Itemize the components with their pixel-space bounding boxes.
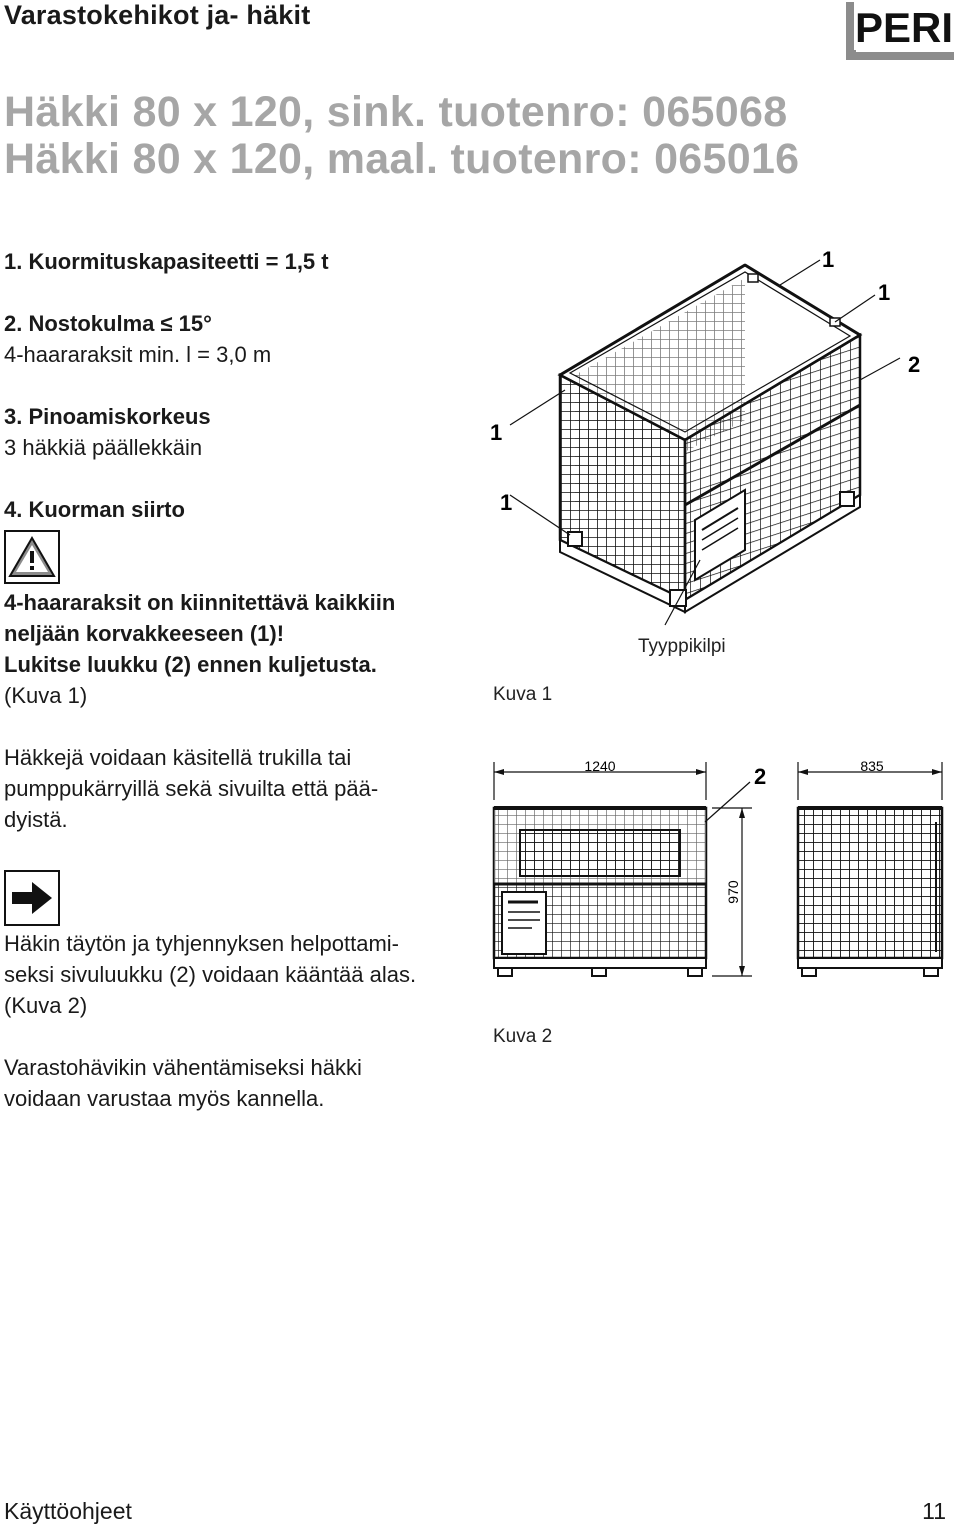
warning-icon [4,530,60,584]
title-line-2: Häkki 80 x 120, maal. tuotenro: 065016 [4,135,800,183]
warning-line-1: 4-haararaksit on kiinnitettävä kaikkiin [4,590,396,615]
footer-manual-label: Käyttöohjeet [4,1498,132,1524]
filling-line-3: (Kuva 2) [4,993,88,1018]
arrow-right-icon [4,870,60,926]
filling-line-1: Häkin täytön ja tyhjennyksen helpottami- [4,931,399,956]
type-plate-label: Tyyppikilpi [638,636,726,657]
storage-line-1: Varastohävikin vähentämiseksi häkki [4,1055,362,1080]
filling-line-2: seksi sivuluukku (2) voidaan kääntää alas. [4,962,417,987]
warning-line-3: Lukitse luukku (2) ennen kuljetusta. [4,652,377,677]
point-3-title: 3. Pinoamiskorkeus [4,404,211,429]
fig2-callout-2: 2 [754,764,767,789]
title-line-1: Häkki 80 x 120, sink. tuotenro: 065068 [4,88,788,136]
warning-line-4: (Kuva 1) [4,683,88,708]
point-2-text: 4-haararaksit min. l = 3,0 m [4,342,272,367]
figure-2-caption: Kuva 2 [493,1026,553,1047]
callout-1c: 1 [490,420,503,445]
handling-line-3: dyistä. [4,807,68,832]
section-title: Varastokehikot ja- häkit [4,0,311,30]
figure-1-cage-isometric [480,240,950,710]
callout-2: 2 [908,352,921,377]
brand-text: PERI [854,4,954,51]
point-4-title: 4. Kuorman siirto [4,497,185,522]
page-number: 11 [922,1498,946,1524]
dim-width: 835 [860,758,884,774]
figure-1-caption: Kuva 1 [493,684,553,705]
callout-1a: 1 [822,247,835,272]
handling-line-2: pumppukärryillä sekä sivuilta että pää- [4,776,379,801]
dim-height: 970 [725,880,741,904]
dim-length: 1240 [584,758,616,774]
callout-1d: 1 [500,490,513,515]
point-2-title: 2. Nostokulma ≤ 15° [4,311,212,336]
figure-2-elevations [480,752,950,1052]
point-3-text: 3 häkkiä päällekkäin [4,435,203,460]
warning-line-2: neljään korvakkeeseen (1)! [4,621,285,646]
callout-1b: 1 [878,280,891,305]
point-1: 1. Kuormituskapasiteetti = 1,5 t [4,249,329,274]
storage-line-2: voidaan varustaa myös kannella. [4,1086,325,1111]
peri-logo [842,0,956,62]
handling-line-1: Häkkejä voidaan käsitellä trukilla tai [4,745,352,770]
